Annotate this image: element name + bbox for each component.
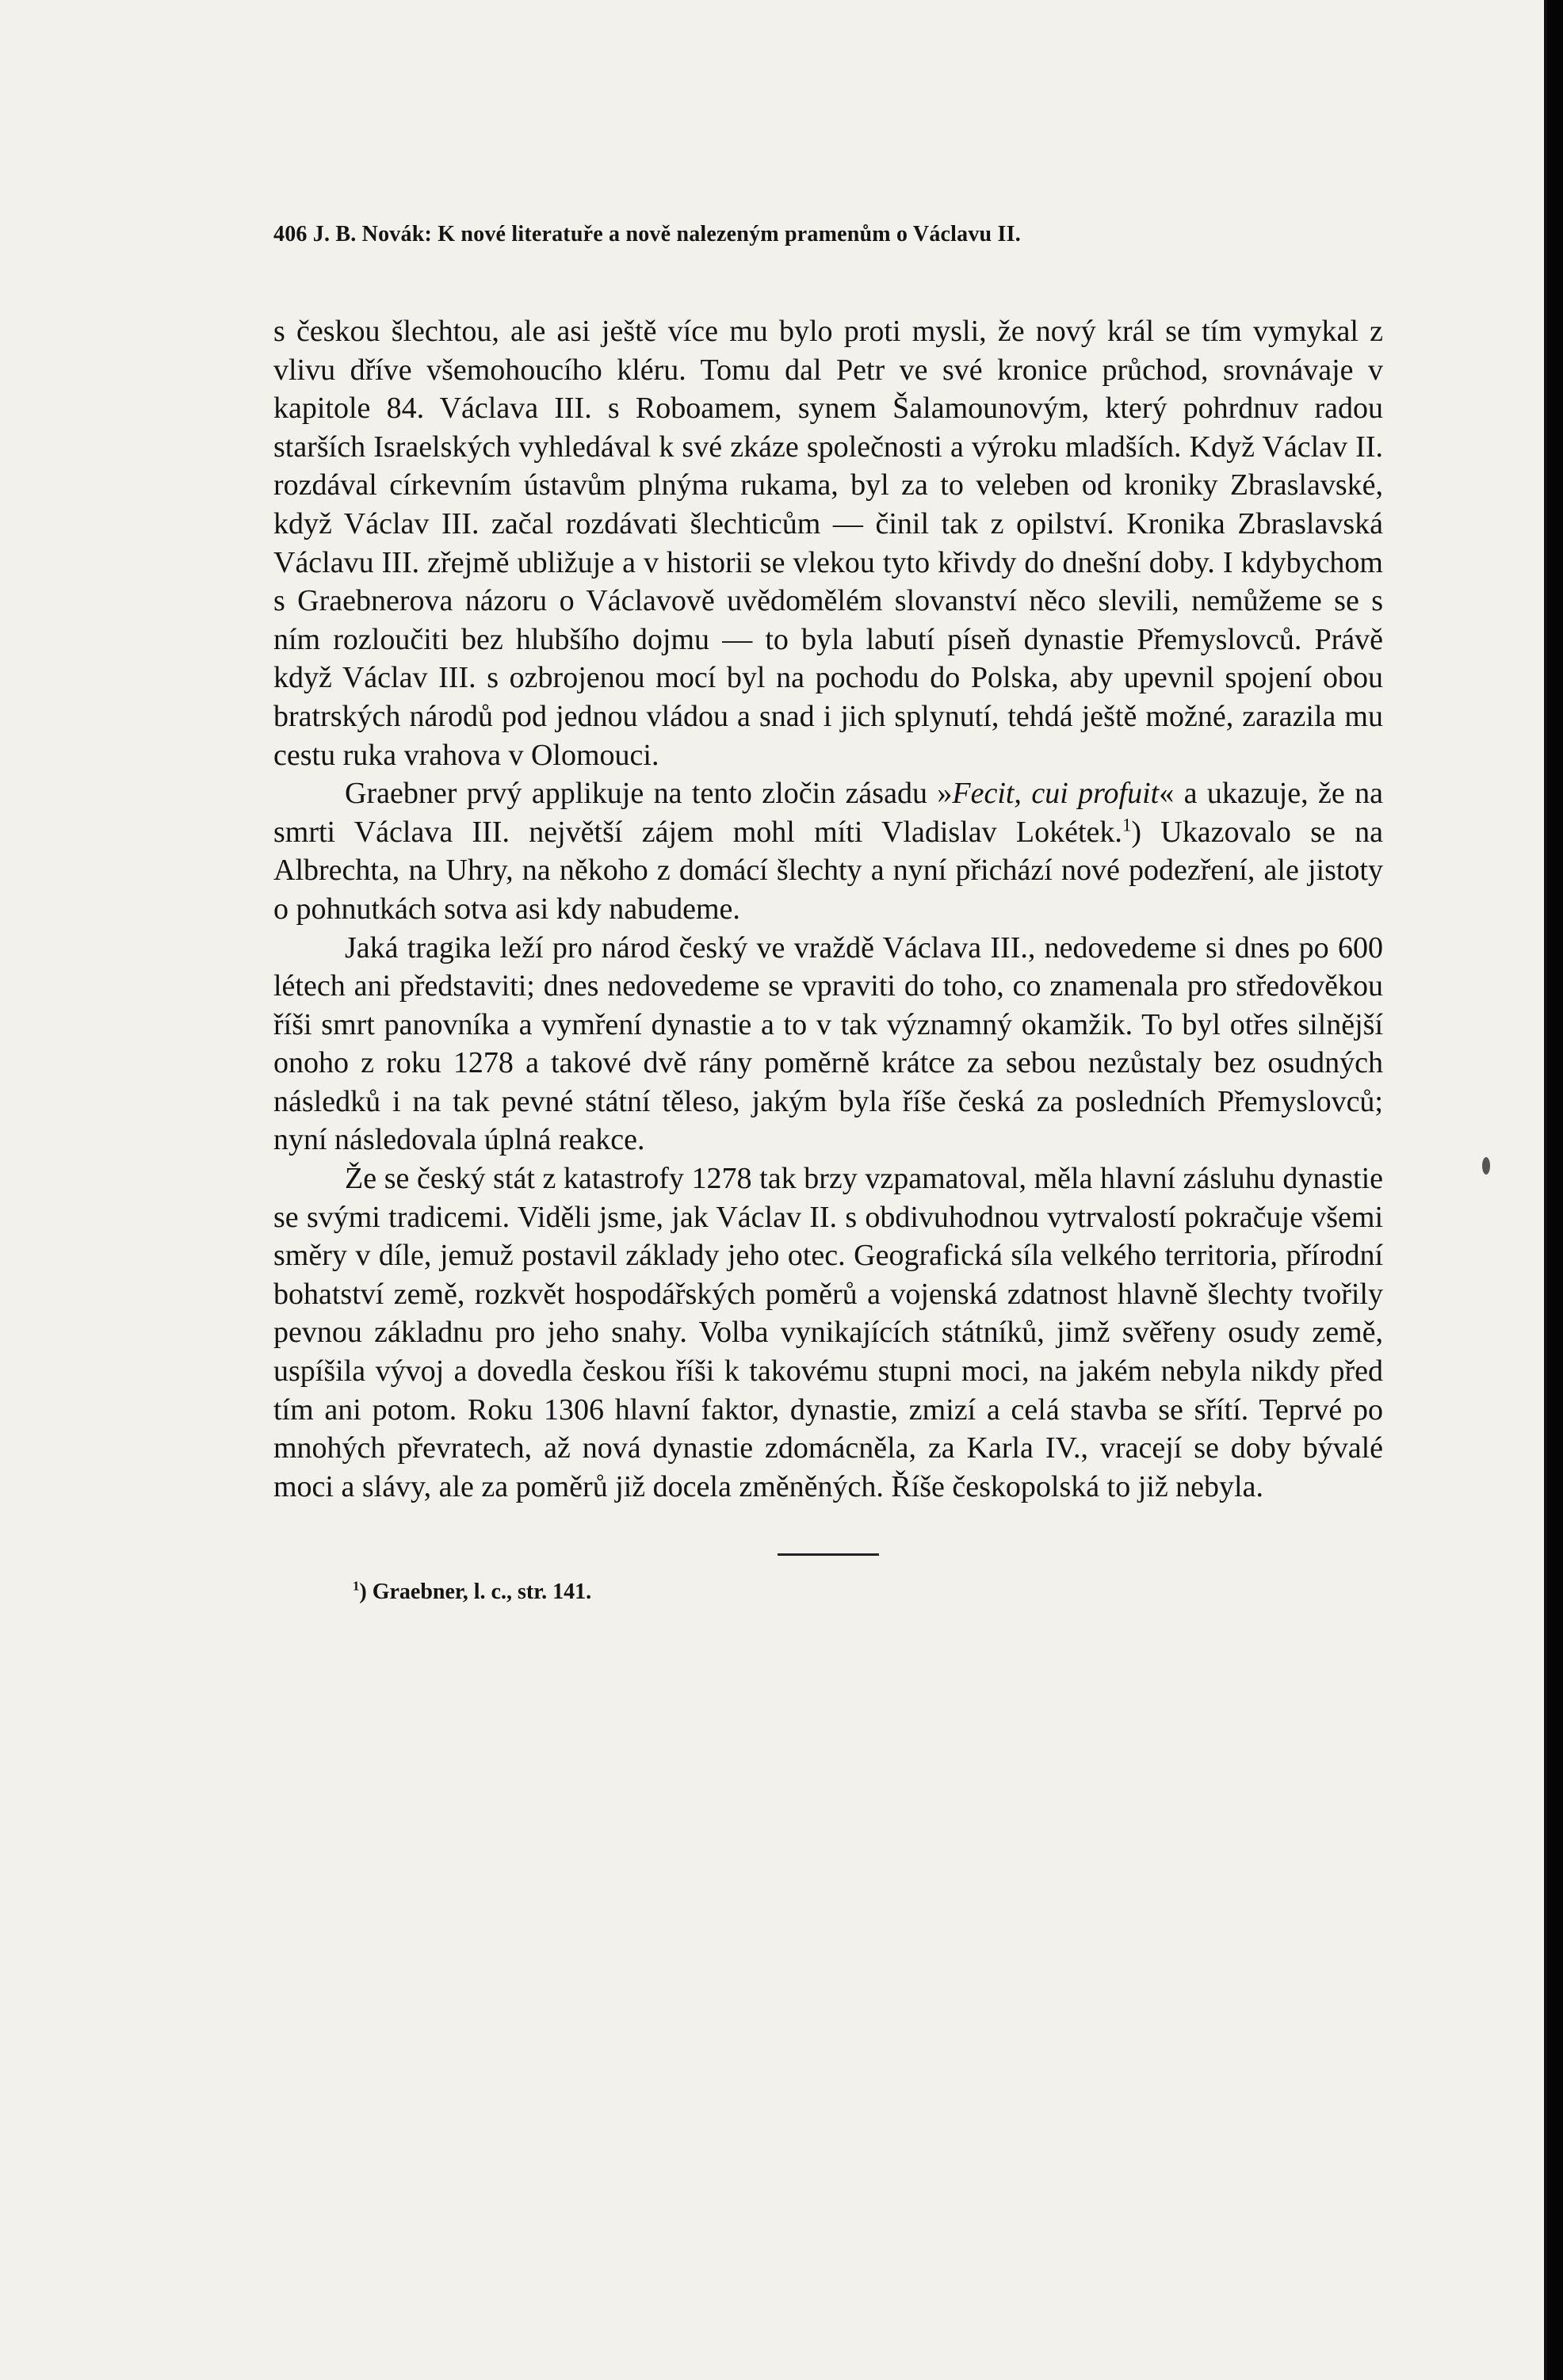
paragraph-4: Že se český stát z katastrofy 1278 tak brzy vzpamatoval, měla hlavní zásluhu dynastie se svými tradicemi. Viděli jsme, jak Václav II. s obdivuhodnou vytrvalostí pokračuje všemi směry v díle, jemuž postavil základy jeho otec. Geografická síla velkého territoria, přírodní bohatství země, rozkvět hospodářských poměrů a vojenská zdatnost hlavně šlechty tvořily pevnou základnu pro jeho snahy. Volba vynikajících státníků, jimž svěřeny osudy země, uspíšila vývoj a dovedla českou říši k takovému stupni moci, na jakém nebyla nikdy před tím ani potom. Roku 1306 hlavní faktor, dynastie, zmizí a celá stavba se sřítí. Teprvé po mnohých převratech, až nová dynastie zdomácněla, za Karla IV., vracejí se doby bývalé moci a slávy, ale za poměrů již docela změněných. Říše českopolská to již nebyla. xyxy=(273,1162,1383,1503)
latin-maxim: Fecit, cui profuit xyxy=(952,777,1160,811)
paragraph-3: Jaká tragika leží pro národ český ve vraždě Václava III., nedovedeme si dnes po 600 létech ani představiti; dnes nedovedeme se vpraviti do toho, co znamenala pro středověkou říši smrt panovníka a vymření dynastie a to v tak významný okamžik. To byl otřes silnější onoho z roku 1278 a takové dvě rány poměrně krátce za sebou nezůstaly bez osudných následků i na tak pevné státní těleso, jakým byla říše česká za posledních Přemyslovců; nyní následovala úplná reakce. xyxy=(273,930,1383,1157)
ink-speck xyxy=(1482,1157,1490,1175)
footnote-separator xyxy=(778,1553,879,1556)
paragraph-2-text-start: Graebner prvý applikuje na tento zločin zásadu » xyxy=(345,777,953,811)
scan-edge xyxy=(1547,0,1563,2380)
paragraph-2-text-end: ) Ukazovalo se na Albrechta, na Uhry, na někoho z domácí šlechty a nyní přichází nové podezření, ale jistoty o pohnutkách sotva asi kdy nabudeme. xyxy=(273,815,1384,926)
paragraph-2 xyxy=(273,774,1383,928)
paragraph-2-text-middle: « a ukazuje, že na smrti Václava III. největší zájem mohl míti Vladislav Lokétek. xyxy=(273,777,1383,849)
page-content xyxy=(273,222,1383,1605)
body-text xyxy=(273,312,1383,1506)
footnote-mark: 1 xyxy=(353,1579,360,1595)
footnote-text: ) Graebner, l. c., str. 141. xyxy=(359,1580,592,1605)
running-head: 406 J. B. Novák: K nové literatuře a nově nalezeným pramenům o Václavu II. xyxy=(273,222,1021,246)
footnote xyxy=(353,1580,1383,1605)
footnote-reference: 1 xyxy=(1122,815,1132,835)
paragraph-1: s českou šlechtou, ale asi ještě více mu bylo proti mysli, že nový král se tím vymykal z vlivu dříve všemohoucího kléru. Tomu dal Petr ve své kronice průchod, srovnávaje v kapitole 84. Václava III. s Roboamem, synem Šalamounovým, který pohrdnuv radou starších Israelských vyhledával k své zkáze společnosti a výroku mladších. Když Václav II. rozdával církevním ústavům plnýma rukama, byl za to veleben od kroniky Zbraslavské, když Václav III. začal rozdávati šlechticům — činil tak z opilství. Kronika Zbraslavská Václavu III. zřejmě ubližuje a v historii se vlekou tyto křivdy do dnešní doby. I kdybychom s Graebnerova názoru o Václavově uvědomělém slovanství něco slevili, nemůžeme se s ním rozloučiti bez hlubšího dojmu — to byla labutí píseň dynastie Přemyslovců. Právě když Václav III. s ozbrojenou mocí byl na pochodu do Polska, aby upevnil spojení obou bratrských národů pod jednou vládou a snad i jich splynutí, tehdá ještě možné, zarazila mu cestu ruka vrahova v Olomouci. xyxy=(273,315,1383,772)
